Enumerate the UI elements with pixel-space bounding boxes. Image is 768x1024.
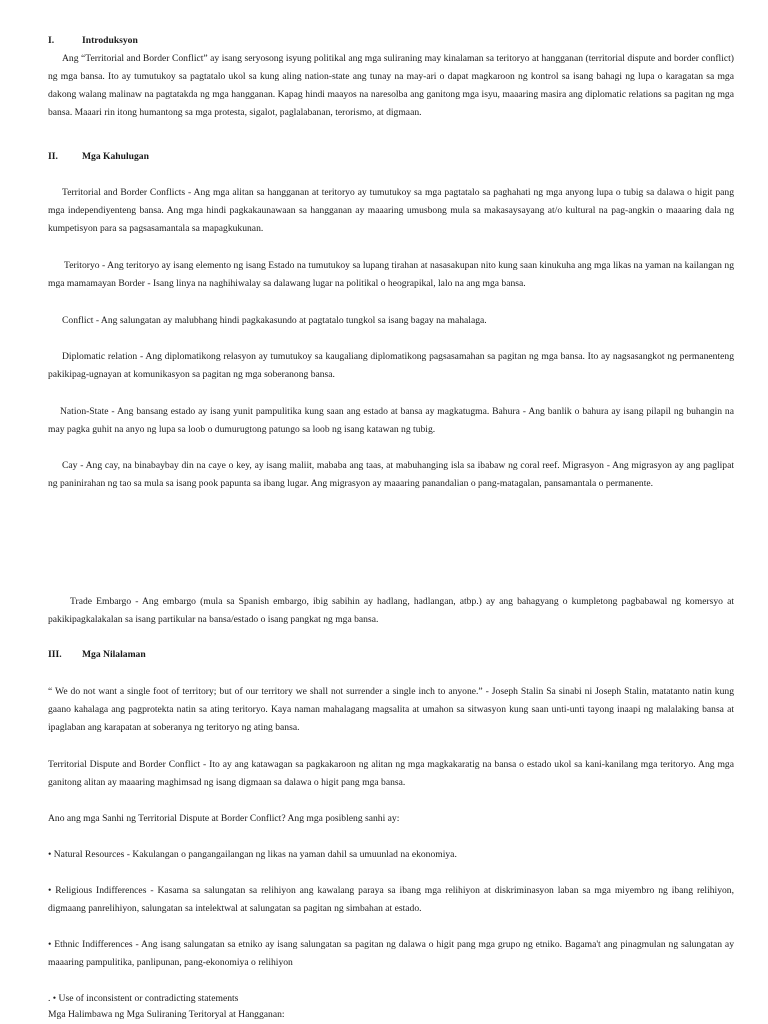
- section-heading-mga-nilalaman: [48, 646, 146, 664]
- section-title: Mga Nilalaman: [82, 649, 146, 660]
- stalin-quote-paragraph: “ We do not want a single foot of territory; but of our territory we shall not surrender a single inch to anyone.” - Joseph Stalin Sa sinabi ni Joseph Stalin, matatanto natin kung gaano kahalaga ang pagprotekta natin sa ating teritoryo. Kaya naman mahalagang magsalita at umahon sa sitwasyon kung saan unti-unti tayong inaapi ng malalaking bansa at ipaglaban ang karapatan at soberanya ng teritoryo ng ating bansa.: [48, 686, 734, 733]
- section-number: I.: [48, 35, 55, 46]
- section-number: II.: [48, 151, 58, 162]
- intro-paragraph: Ang “Territorial and Border Conflict” ay isang seryosong isyung politikal ang mga suliraning may kinalaman sa teritoryo at hangganan (territorial dispute and border conflict) ng mga bansa. Ito ay tumutukoy sa pagtatalo ukol sa kung aling nation-state ang tunay na may-ari o dapat magkaroon ng kontrol sa isang bahagi ng lupa o karagatan sa mga dakong walang malinaw na pagtatakda ng mga hangganan. Kapag hindi maayos na naresolba ang ganitong mga isyu, maaaring masira ang diplomatic relations sa pagitan ng mga bansa. Maaari rin itong humantong sa mga protesta, sigalot, paglalabanan, terorismo, at digmaan.: [48, 53, 734, 118]
- section-title: Mga Kahulugan: [82, 151, 149, 162]
- causes-question: Ano ang mga Sanhi ng Territorial Dispute at Border Conflict? Ang mga posibleng sanhi ay:: [48, 813, 400, 824]
- definition-conflict: Conflict - Ang salungatan ay malubhang hindi pagkakasundo at pagtatalo tungkol sa isang bagay na mahalaga.: [62, 315, 487, 326]
- definition-nation-state: Nation-State - Ang bansang estado ay isang yunit pampulitika kung saan ang estado at bansa ay magkatugma. Bahura - Ang banlik o bahura ay isang pilapil ng buhangin na may pagka guhit na anyo ng lupa sa loob o dumurugtong patungo sa loob ng isang katawan ng tubig.: [48, 406, 734, 435]
- section-number: III.: [48, 649, 62, 660]
- cause-ethnic-indifferences: • Ethnic Indifferences - Ang isang salungatan sa etniko ay isang salungatan sa pagitan ng dalawa o higit pang mga grupo ng etniko. Bagama't ang pinagmulan ng salungatan ay maaaring pampulitika, panlipunan, pang-ekonomiya o relihiyon: [48, 939, 734, 968]
- cause-inconsistent-statements: . • Use of inconsistent or contradicting statements: [48, 993, 239, 1004]
- examples-heading: Mga Halimbawa ng Mga Suliraning Teritoryal at Hangganan:: [48, 1009, 285, 1020]
- definition-teritoryo: Teritoryo - Ang teritoryo ay isang elemento ng isang Estado na tumutukoy sa lupang tirahan at nasasakupan nito kung saan kinukuha ang mga likas na yaman na kailangan ng mga mamamayan Border - Isang linya na naghihiwalay sa dalawang lugar na politikal o heograpikal, lalo na ang mga bansa.: [48, 260, 734, 289]
- definition-diplomatic-relation: Diplomatic relation - Ang diplomatikong relasyon ay tumutukoy sa kaugaliang diplomatikong pagsasamahan sa pagitan ng mga bansa. Ito ay nagsasangkot ng permanenteng pakikipag-ugnayan at komunikasyon sa pagitan ng mga soberanong bansa.: [48, 351, 734, 380]
- cause-natural-resources: • Natural Resources - Kakulangan o pangangailangan ng likas na yaman dahil sa umuunlad na ekonomiya.: [48, 849, 457, 860]
- definition-territorial-border-conflicts: Territorial and Border Conflicts - Ang mga alitan sa hangganan at teritoryo ay tumutukoy sa mga pagtatalo sa paghahati ng mga anyong lupa o tubig sa dalawa o higit pang mga independiyenteng bansa. Ang mga hindi pagkakaunawaan sa hangganan ay maaaring umusbong mula sa makasaysayang at/o kultural na pag-angkin o maaaring dala ng kumpetisyon para sa pagsasamantala sa mapagkukunan.: [48, 187, 734, 234]
- cause-religious-indifferences: • Religious Indifferences - Kasama sa salungatan sa relihiyon ang kawalang paraya sa ibang mga relihiyon at diskriminasyon laban sa mga miyembro ng ibang relihiyon, digmaang panrelihiyon, salungatan sa intelektwal at salungatan sa pagitan ng simbahan at estado.: [48, 885, 734, 914]
- section-title: Introduksyon: [82, 35, 138, 46]
- section-heading-mga-kahulugan: [48, 148, 149, 166]
- territorial-dispute-paragraph: Territorial Dispute and Border Conflict - Ito ay ang katawagan sa pagkakaroon ng alitan ng mga magkakaratig na bansa o estado ukol sa kani-kanilang mga teritoryo. Ang mga ganitong alitan ay maaaring maghimsad ng isang digmaan sa dalawa o higit pang mga bansa.: [48, 759, 734, 788]
- section-heading-introduksyon: [48, 32, 138, 50]
- definition-trade-embargo: Trade Embargo - Ang embargo (mula sa Spanish embargo, ibig sabihin ay hadlang, hadlangan, atbp.) ay ang bahagyang o kumpletong pagbabawal ng komersyo at pakikipagkalakalan sa isang partikular na bansa/estado o isang pangkat ng mga bansa.: [48, 596, 734, 625]
- definition-cay: Cay - Ang cay, na binabaybay din na caye o key, ay isang maliit, mababa ang taas, at mabuhanging isla sa ibabaw ng coral reef. Migrasyon - Ang migrasyon ay ang paglipat ng paninirahan ng tao sa mula sa isang pook papunta sa ibang lugar. Ang migrasyon ay maaaring panandalian o pang-matagalan, pansamantala o permanente.: [48, 460, 734, 489]
